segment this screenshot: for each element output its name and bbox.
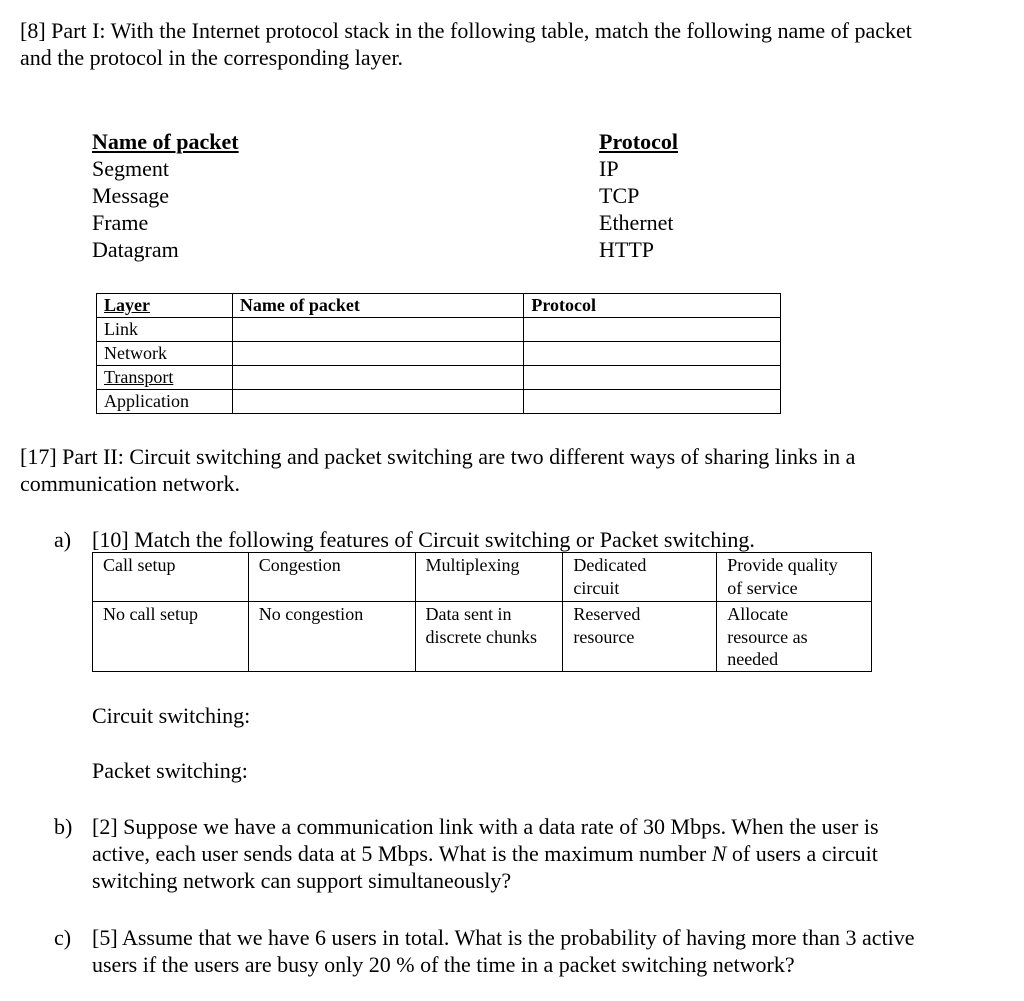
table-row bbox=[97, 390, 781, 414]
question-b-text-post: of users a circuit bbox=[726, 841, 878, 866]
feature-cell bbox=[563, 602, 717, 672]
protocol-header-cell bbox=[524, 294, 781, 318]
question-c-marker: c) bbox=[54, 925, 72, 950]
circuit-switching-label: Circuit switching: bbox=[92, 703, 251, 728]
feature-text: discrete chunks bbox=[425, 627, 537, 647]
protocol-list-item: TCP bbox=[599, 183, 640, 208]
feature-text: Dedicated bbox=[573, 555, 647, 575]
layer-header: Layer bbox=[104, 295, 150, 315]
feature-text: Data sent in bbox=[425, 604, 512, 624]
packet-answer-cell[interactable] bbox=[232, 390, 523, 414]
packet-list-item: Frame bbox=[92, 210, 149, 235]
features-row bbox=[93, 553, 872, 602]
protocol-list-item: IP bbox=[599, 156, 619, 181]
feature-text: resource as bbox=[727, 627, 808, 647]
feature-text: Congestion bbox=[258, 555, 341, 575]
feature-text: circuit bbox=[573, 578, 620, 598]
packet-answer-cell[interactable] bbox=[232, 318, 523, 342]
part2-intro-line: [17] Part II: Circuit switching and packet switching are two different ways of sharing links in a bbox=[20, 444, 856, 469]
feature-text: Call setup bbox=[103, 555, 176, 575]
packet-answer-cell[interactable] bbox=[232, 342, 523, 366]
protocol-list bbox=[599, 128, 678, 263]
features-table bbox=[92, 552, 872, 672]
feature-cell bbox=[248, 553, 415, 602]
protocol-answer-cell[interactable] bbox=[524, 366, 781, 390]
feature-cell bbox=[415, 553, 563, 602]
packet-header-cell bbox=[232, 294, 523, 318]
table-row bbox=[97, 318, 781, 342]
packet-switching-label: Packet switching: bbox=[92, 758, 248, 783]
question-b-text bbox=[92, 813, 879, 894]
question-b-marker: b) bbox=[54, 814, 73, 839]
packet-name-list bbox=[92, 128, 239, 263]
table-header-row bbox=[97, 294, 781, 318]
table-row bbox=[97, 342, 781, 366]
table-row bbox=[97, 366, 781, 390]
layer-cell: Link bbox=[97, 318, 233, 342]
layer-cell bbox=[97, 366, 233, 390]
protocol-answer-cell[interactable] bbox=[524, 390, 781, 414]
layer-cell: Network bbox=[97, 342, 233, 366]
question-b-text-pre: active, each user sends data at 5 Mbps. What is the maximum number bbox=[92, 841, 712, 866]
protocol-answer-cell[interactable] bbox=[524, 318, 781, 342]
layer-cell: Application bbox=[97, 390, 233, 414]
layer-table bbox=[96, 293, 781, 414]
feature-cell bbox=[93, 602, 249, 672]
layer-label: Transport bbox=[104, 367, 174, 387]
question-a-text: [10] Match the following features of Circuit switching or Packet switching. bbox=[92, 527, 755, 552]
packet-answer-cell[interactable] bbox=[232, 366, 523, 390]
question-c-line: users if the users are busy only 20 % of the time in a packet switching network? bbox=[92, 952, 795, 977]
feature-cell bbox=[717, 553, 872, 602]
feature-text: No congestion bbox=[258, 604, 364, 624]
feature-cell bbox=[248, 602, 415, 672]
feature-text: Reserved bbox=[573, 604, 641, 624]
packet-list-header: Name of packet bbox=[92, 129, 239, 154]
protocol-answer-cell[interactable] bbox=[524, 342, 781, 366]
question-b-line: [2] Suppose we have a communication link with a data rate of 30 Mbps. When the user is bbox=[92, 814, 879, 839]
feature-cell bbox=[717, 602, 872, 672]
part2-intro-line: communication network. bbox=[20, 471, 240, 496]
question-b-line: switching network can support simultaneously? bbox=[92, 868, 512, 893]
packet-list-item: Segment bbox=[92, 156, 169, 181]
feature-cell bbox=[563, 553, 717, 602]
protocol-list-item: HTTP bbox=[599, 237, 654, 262]
feature-text: Allocate bbox=[727, 604, 789, 624]
question-a-marker: a) bbox=[54, 527, 72, 552]
part1-intro bbox=[20, 17, 912, 71]
question-c-text bbox=[92, 924, 915, 978]
packet-list-item: Message bbox=[92, 183, 169, 208]
packet-header: Name of packet bbox=[239, 295, 360, 315]
feature-text: Multiplexing bbox=[425, 555, 520, 575]
feature-text: resource bbox=[573, 627, 635, 647]
feature-text: No call setup bbox=[103, 604, 198, 624]
feature-text: needed bbox=[727, 649, 779, 669]
protocol-list-item: Ethernet bbox=[599, 210, 674, 235]
feature-cell bbox=[93, 553, 249, 602]
features-row bbox=[93, 602, 872, 672]
protocol-list-header: Protocol bbox=[599, 129, 679, 154]
part1-intro-line: [8] Part I: With the Internet protocol stack in the following table, match the following name of packet bbox=[20, 18, 912, 43]
layer-header-cell bbox=[97, 294, 233, 318]
feature-cell bbox=[415, 602, 563, 672]
protocol-header: Protocol bbox=[531, 295, 597, 315]
packet-list-item: Datagram bbox=[92, 237, 179, 262]
part2-intro bbox=[20, 443, 855, 497]
feature-text: of service bbox=[727, 578, 798, 598]
part1-intro-line: and the protocol in the corresponding layer. bbox=[20, 45, 404, 70]
variable-n: N bbox=[711, 841, 727, 866]
question-b-line bbox=[92, 840, 879, 867]
question-c-line: [5] Assume that we have 6 users in total. What is the probability of having more than 3 active bbox=[92, 925, 915, 950]
feature-text: Provide quality bbox=[727, 555, 838, 575]
